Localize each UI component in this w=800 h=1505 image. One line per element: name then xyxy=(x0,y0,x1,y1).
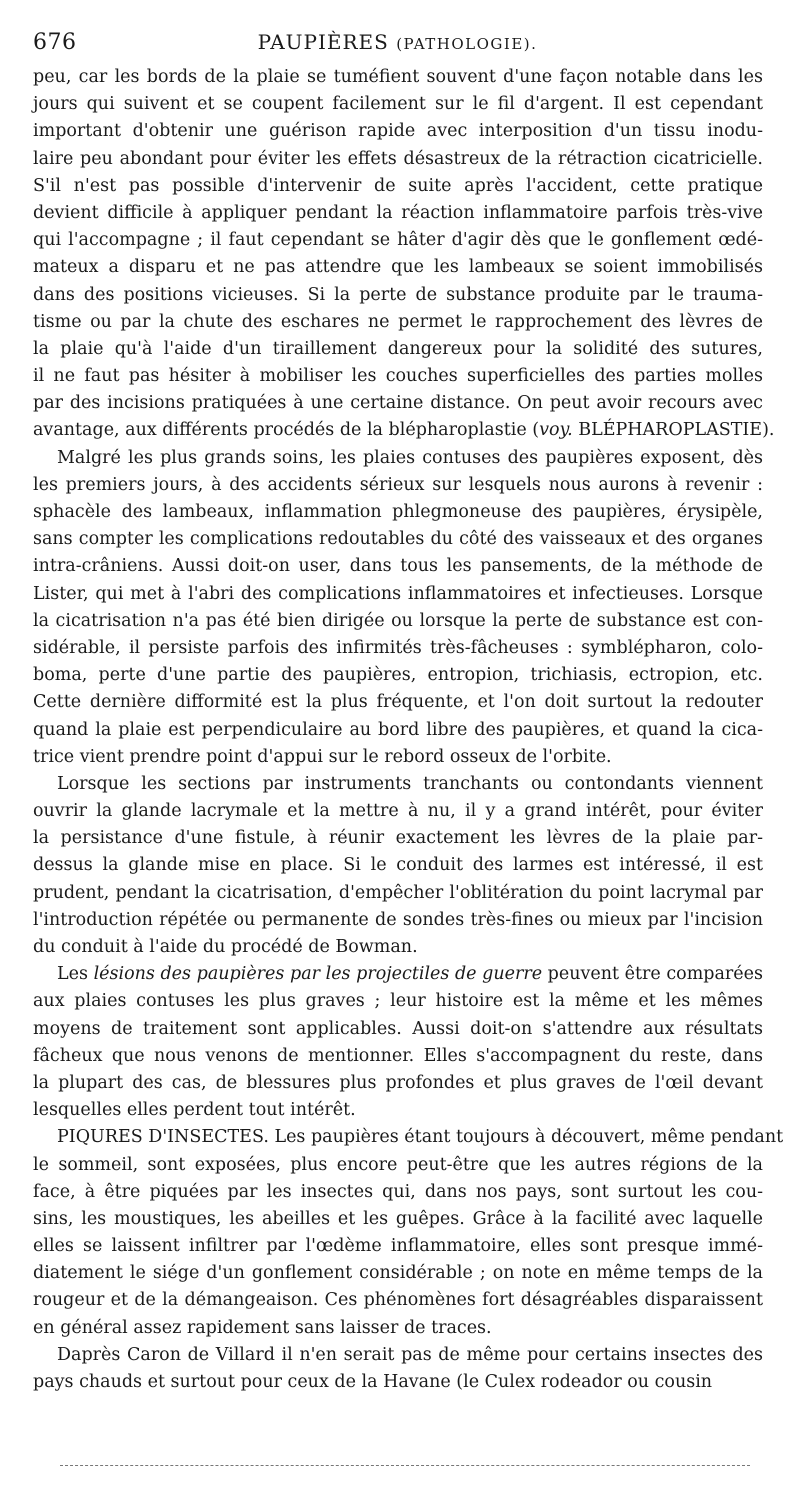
text-segment: lésions des paupières par les projectiles de guerre xyxy=(93,964,543,985)
text-segment: trice vient prendre point d'appui sur le rebord osseux de l'orbite. xyxy=(33,746,612,767)
text-line xyxy=(33,1233,763,1260)
text-segment: Malgré les plus grands soins, les plaies contuses des paupières exposent, dès xyxy=(57,447,763,468)
text-segment: la cicatrisation n'a pas été bien dirigée ou lorsque la perte de substance est con- xyxy=(33,610,763,631)
text-line xyxy=(33,390,763,417)
text-segment: devient difficile à appliquer pendant la réaction inflammatoire parfois très-vive xyxy=(33,202,763,223)
text-segment: mateux a disparu et ne pas attendre que les lambeaux se soient immobilisés xyxy=(33,257,763,278)
text-segment: qui l'accompagne ; il faut cependant se hâter d'agir dès que le gonflement œdé- xyxy=(33,230,763,251)
text-line xyxy=(33,336,763,363)
text-segment: le sommeil, sont exposées, plus encore peut-être que les autres régions de la xyxy=(33,1154,763,1175)
text-segment: elles se laissent infiltrer par l'œdème inflammatoire, elles sont presque immé- xyxy=(33,1236,763,1257)
text-segment: prudent, pendant la cicatrisation, d'empêcher l'oblitération du point lacrymal par xyxy=(33,882,763,903)
text-line xyxy=(33,309,763,336)
text-segment: voy. xyxy=(539,420,573,441)
text-segment: sphacèle des lambeaux, inflammation phlegmoneuse des paupières, érysipèle, xyxy=(33,502,763,522)
text-segment: dans des positions vicieuses. Si la perte de substance produite par le trauma- xyxy=(33,284,763,305)
text-segment: sins, les moustiques, les abeilles et les guêpes. Grâce à la facilité avec laquelle xyxy=(33,1208,763,1229)
text-segment: dessus la glande mise en place. Si le conduit des larmes est intéressé, il est xyxy=(33,855,763,876)
text-line xyxy=(33,1315,763,1342)
text-segment: les premiers jours, à des accidents sérieux sur lesquels nous aurons à revenir : xyxy=(33,474,763,495)
text-line xyxy=(33,417,775,444)
text-segment: important d'obtenir une guérison rapide avec interposition d'un tissu inodu- xyxy=(33,121,763,142)
text-line xyxy=(33,227,763,254)
text-line xyxy=(33,1206,763,1233)
text-line xyxy=(33,553,763,580)
text-line xyxy=(33,961,763,988)
text-segment: la persistance d'une fistule, à réunir exactement les lèvres de la plaie par- xyxy=(33,828,763,849)
text-segment: jours qui suivent et se coupent facilement sur le fil d'argent. Il est cependant xyxy=(33,94,763,115)
running-title xyxy=(33,30,762,54)
text-line xyxy=(33,852,763,879)
text-segment: par des incisions pratiquées à une certaine distance. On peut avoir recours avec xyxy=(33,393,763,414)
text-line xyxy=(33,581,763,608)
page-number: 676 xyxy=(33,30,77,55)
text-segment: moyens de traitement sont applicables. Aussi doit-on s'attendre aux résultats xyxy=(33,1018,763,1039)
text-line xyxy=(33,64,763,91)
text-line xyxy=(33,934,763,961)
text-segment: avantage, aux différents procédés de la blépharoplastie ( xyxy=(33,420,540,441)
text-segment: du conduit à l'aide du procédé de Bowman. xyxy=(33,937,418,957)
text-line xyxy=(33,1260,763,1287)
text-line xyxy=(33,363,763,390)
text-line xyxy=(33,608,763,635)
running-title-subtitle: (PATHOLOGIE). xyxy=(396,35,538,53)
text-line xyxy=(33,907,763,934)
text-line xyxy=(33,1287,763,1314)
text-line xyxy=(33,1342,763,1369)
text-line xyxy=(33,771,763,798)
text-line xyxy=(33,526,763,553)
text-segment: quand la plaie est perpendiculaire au bord libre des paupières, et quand la cica- xyxy=(33,719,763,740)
text-line xyxy=(33,1179,763,1206)
text-line xyxy=(33,988,763,1015)
text-segment: face, à être piquées par les insectes qui, dans nos pays, sont surtout les cou- xyxy=(33,1181,763,1202)
text-line xyxy=(33,91,763,118)
text-line xyxy=(33,689,763,716)
text-line xyxy=(33,798,763,825)
text-segment: Cette dernière difformité est la plus fréquente, et l'on doit surtout la redouter xyxy=(33,692,763,713)
text-segment: l'introduction répétée ou permanente de sondes très-fines ou mieux par l'incision xyxy=(33,909,763,930)
text-segment: tisme ou par la chute des eschares ne permet le rapprochement des lèvres de xyxy=(33,311,763,332)
text-segment: boma, perte d'une partie des paupières, entropion, trichiasis, ectropion, etc. xyxy=(33,665,763,686)
text-segment: laire peu abondant pour éviter les effets désastreux de la rétraction cicatricielle. xyxy=(33,148,763,169)
text-segment: la plaie qu'à l'aide d'un tiraillement dangereux pour la solidité des sutures, xyxy=(33,338,763,359)
text-line xyxy=(33,282,763,309)
text-segment: ouvrir la glande lacrymale et la mettre à nu, il y a grand intérêt, pour éviter xyxy=(33,801,763,822)
text-line xyxy=(33,635,763,662)
text-segment: en général assez rapidement sans laisser de traces. xyxy=(33,1317,492,1338)
text-line xyxy=(33,825,763,852)
text-line xyxy=(33,662,763,689)
text-line xyxy=(33,173,763,200)
text-segment: Daprès Caron de Villard il n'en serait pas de même pour certains insectes des xyxy=(57,1344,763,1365)
text-segment: PIQURES D'INSECTES. xyxy=(57,1127,269,1148)
footer-rule xyxy=(60,1465,750,1466)
text-line xyxy=(33,445,763,472)
text-line xyxy=(33,118,763,145)
text-line xyxy=(33,1043,763,1070)
text-line xyxy=(33,1152,763,1179)
text-segment: intra-crâniens. Aussi doit-on user, dans tous les pansements, de la méthode de xyxy=(33,556,763,577)
text-line xyxy=(33,254,763,281)
text-segment: lesquelles elles perdent tout intérêt. xyxy=(33,1100,356,1121)
text-line xyxy=(33,1016,763,1043)
text-segment: Les paupières étant toujours à découvert, même pendant xyxy=(268,1127,784,1148)
text-line xyxy=(33,1369,763,1396)
text-line xyxy=(33,1097,763,1124)
text-line xyxy=(33,200,763,227)
text-line xyxy=(33,717,763,744)
text-segment: sans compter les complications redoutables du côté des vaisseaux et des organes xyxy=(33,529,763,550)
text-segment: peu, car les bords de la plaie se tuméfient souvent d'une façon notable dans les xyxy=(33,67,763,87)
text-segment: aux plaies contuses les plus graves ; leur histoire est la même et les mêmes xyxy=(33,991,763,1012)
text-segment: sidérable, il persiste parfois des infirmités très-fâcheuses : symblépharon, colo- xyxy=(33,637,763,658)
text-line xyxy=(33,880,763,907)
text-segment: Les xyxy=(57,964,94,985)
text-segment: diatement le siége d'un gonflement considérable ; on note en même temps de la xyxy=(33,1263,763,1284)
text-segment: il ne faut pas hésiter à mobiliser les couches superficielles des parties molles xyxy=(33,366,763,387)
text-line xyxy=(33,472,763,499)
text-segment: la plupart des cas, de blessures plus profondes et plus graves de l'œil devant xyxy=(33,1072,763,1093)
text-line xyxy=(33,146,763,173)
text-segment: S'il n'est pas possible d'intervenir de suite après l'accident, cette pratique xyxy=(33,175,763,196)
text-line xyxy=(33,499,763,526)
text-segment: rougeur et de la démangeaison. Ces phénomènes fort désagréables disparaissent xyxy=(33,1290,763,1311)
text-segment: pays chauds et surtout pour ceux de la Havane (le Culex rodeador ou cousin xyxy=(33,1372,713,1392)
text-segment: fâcheux que nous venons de mentionner. Elles s'accompagnent du reste, dans xyxy=(33,1045,763,1066)
body-text xyxy=(33,64,784,1396)
text-segment: peuvent être comparées xyxy=(542,964,763,985)
text-line xyxy=(33,744,763,771)
text-segment: BLÉPHAROPLASTIE). xyxy=(572,420,775,441)
page-header xyxy=(33,30,762,60)
text-line xyxy=(33,1124,784,1151)
text-line xyxy=(33,1070,763,1097)
running-title-main: PAUPIÈRES xyxy=(257,30,389,54)
text-segment: Lister, qui met à l'abri des complications inflammatoires et infectieuses. Lorsque xyxy=(33,583,763,604)
text-segment: Lorsque les sections par instruments tranchants ou contondants viennent xyxy=(57,773,763,794)
